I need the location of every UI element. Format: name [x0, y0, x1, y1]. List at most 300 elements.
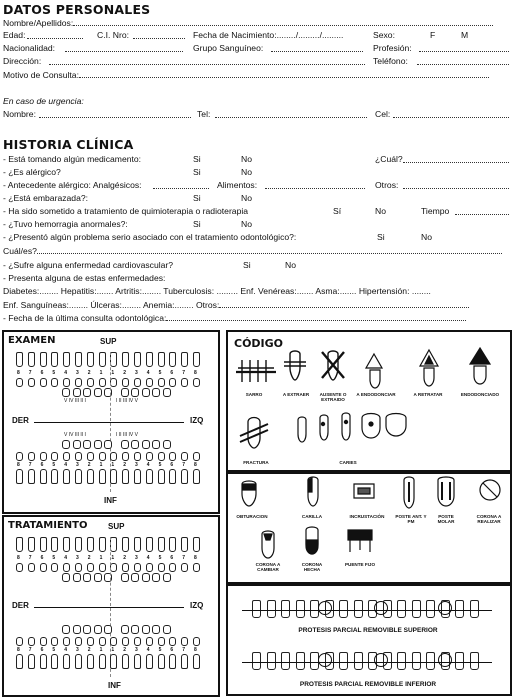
- tooth-upper[interactable]: [99, 352, 106, 367]
- protesis-bar: [242, 662, 492, 663]
- tooth-lower[interactable]: [16, 469, 23, 484]
- protesis-tooth[interactable]: [397, 600, 406, 618]
- examen-primary-lower-r: I II III IV V: [116, 432, 138, 438]
- tooth-occlusal-upper[interactable]: [87, 378, 94, 387]
- tooth-occlusal-upper[interactable]: [134, 563, 141, 572]
- q5-si[interactable]: Sí: [333, 206, 342, 216]
- q8-si[interactable]: Si: [243, 260, 251, 270]
- q7-label: - ¿Presentó algún problema serio asociado con el tratamiento odontológico?:: [3, 232, 297, 242]
- protesis-tooth[interactable]: [267, 600, 276, 618]
- row-enfermedades-1[interactable]: Diabetes:........ Hepatitis:....... Artritis:........ Tuberculosis: ......... Enf. Venéreas:....... Asma:....... Hipertensión: ........: [3, 286, 431, 296]
- tooth-upper[interactable]: [122, 352, 129, 367]
- tooth-upper[interactable]: [28, 537, 35, 552]
- tooth-number: 1: [99, 370, 103, 376]
- protesis-clasp-icon: [374, 601, 388, 615]
- endodonciar-icon: [366, 354, 382, 388]
- otros-enf-field[interactable]: [219, 299, 469, 308]
- tooth-upper[interactable]: [158, 537, 165, 552]
- q3-analgesicos-field[interactable]: [153, 180, 209, 189]
- tooth-occlusal-lower[interactable]: [193, 637, 200, 646]
- protesis-tooth[interactable]: [281, 600, 290, 618]
- tooth-lower[interactable]: [51, 654, 58, 669]
- tooth-upper[interactable]: [75, 537, 82, 552]
- tooth-occlusal-upper[interactable]: [51, 563, 58, 572]
- q3-otros-field[interactable]: [403, 180, 509, 189]
- tooth-occlusal-lower[interactable]: [146, 637, 153, 646]
- primary-tooth-upper[interactable]: [94, 388, 102, 397]
- protesis-clasp-icon: [374, 653, 388, 667]
- tooth-occlusal-lower[interactable]: [75, 637, 82, 646]
- tooth-lower[interactable]: [122, 469, 129, 484]
- protesis-tooth[interactable]: [470, 600, 479, 618]
- q7-cual-label: Cuál/es?: [3, 246, 37, 256]
- telefono-field[interactable]: [417, 56, 509, 65]
- tooth-occlusal-upper[interactable]: [28, 378, 35, 387]
- tooth-upper[interactable]: [146, 537, 153, 552]
- tooth-occlusal-lower[interactable]: [51, 637, 58, 646]
- urgencia-nombre-field[interactable]: [39, 109, 191, 118]
- q1-label: - Está tomando algún medicamento:: [3, 154, 142, 164]
- tooth-occlusal-lower[interactable]: [110, 452, 117, 461]
- q1-no[interactable]: No: [241, 154, 252, 164]
- tooth-occlusal-lower[interactable]: [28, 637, 35, 646]
- tooth-occlusal-upper[interactable]: [122, 378, 129, 387]
- q4-no[interactable]: No: [241, 193, 252, 203]
- protesis-tooth[interactable]: [296, 600, 305, 618]
- tooth-upper[interactable]: [169, 537, 176, 552]
- tooth-upper[interactable]: [134, 537, 141, 552]
- protesis-panel: [226, 584, 512, 696]
- tooth-occlusal-lower[interactable]: [158, 452, 165, 461]
- tooth-upper[interactable]: [181, 537, 188, 552]
- tooth-occlusal-upper[interactable]: [40, 563, 47, 572]
- row-q10: [3, 312, 513, 324]
- protesis-tooth[interactable]: [252, 652, 261, 670]
- tooth-lower[interactable]: [99, 654, 106, 669]
- tooth-upper[interactable]: [110, 352, 117, 367]
- primary-tooth-lower[interactable]: [163, 440, 171, 449]
- primary-tooth-upper[interactable]: [62, 573, 70, 582]
- tooth-upper[interactable]: [87, 537, 94, 552]
- primary-tooth-upper[interactable]: [131, 573, 139, 582]
- protesis-tooth[interactable]: [354, 652, 363, 670]
- protesis-tooth[interactable]: [354, 600, 363, 618]
- protesis-tooth[interactable]: [339, 652, 348, 670]
- primary-tooth-lower[interactable]: [152, 625, 160, 634]
- sexo-label: Sexo:: [373, 30, 395, 40]
- tooth-occlusal-upper[interactable]: [51, 378, 58, 387]
- tooth-upper[interactable]: [99, 537, 106, 552]
- q7-cual-field[interactable]: [37, 245, 502, 254]
- protesis-tooth[interactable]: [470, 652, 479, 670]
- tooth-upper[interactable]: [63, 352, 70, 367]
- tooth-upper[interactable]: [169, 352, 176, 367]
- tooth-lower[interactable]: [122, 654, 129, 669]
- tooth-number: 3: [135, 462, 138, 468]
- extraer-icon: [284, 351, 306, 380]
- tooth-number: 4: [146, 462, 150, 468]
- primary-tooth-lower[interactable]: [121, 625, 129, 634]
- tooth-lower[interactable]: [146, 469, 153, 484]
- tooth-occlusal-lower[interactable]: [99, 452, 106, 461]
- primary-tooth-upper[interactable]: [83, 573, 91, 582]
- q8-no[interactable]: No: [285, 260, 296, 270]
- tooth-occlusal-lower[interactable]: [63, 637, 70, 646]
- primary-tooth-lower[interactable]: [142, 440, 150, 449]
- tooth-lower[interactable]: [169, 654, 176, 669]
- q7-si[interactable]: Si: [377, 232, 385, 242]
- primary-tooth-lower[interactable]: [83, 440, 91, 449]
- tooth-occlusal-upper[interactable]: [169, 378, 176, 387]
- tooth-lower[interactable]: [110, 654, 117, 669]
- codigo-label-sarro: SARRO: [245, 392, 263, 397]
- tooth-lower[interactable]: [87, 654, 94, 669]
- q2-label: - ¿Es alérgico?: [3, 167, 61, 177]
- primary-tooth-upper[interactable]: [131, 388, 139, 397]
- motivo-label: Motivo de Consulta:: [3, 70, 79, 80]
- retratar-icon: [420, 350, 438, 386]
- sexo-m-option[interactable]: M: [461, 30, 469, 40]
- tooth-lower[interactable]: [99, 469, 106, 484]
- tooth-occlusal-upper[interactable]: [75, 378, 82, 387]
- primary-tooth-upper[interactable]: [73, 573, 81, 582]
- codigo2-label-incrustacion: INCRUSTACIÓN: [349, 514, 385, 519]
- tooth-occlusal-upper[interactable]: [87, 563, 94, 572]
- tooth-number: 3: [135, 370, 138, 376]
- tooth-upper[interactable]: [40, 352, 47, 367]
- tooth-number: 5: [158, 647, 162, 653]
- tooth-occlusal-upper[interactable]: [169, 563, 176, 572]
- tooth-upper[interactable]: [158, 352, 165, 367]
- primary-tooth-lower[interactable]: [94, 440, 102, 449]
- tooth-lower[interactable]: [158, 654, 165, 669]
- tooth-lower[interactable]: [40, 654, 47, 669]
- urgencia-cel-field[interactable]: [393, 109, 509, 118]
- tooth-occlusal-upper[interactable]: [146, 378, 153, 387]
- tooth-lower[interactable]: [146, 654, 153, 669]
- tooth-lower[interactable]: [193, 469, 200, 484]
- tooth-number: 6: [40, 370, 44, 376]
- sexo-f-option[interactable]: F: [430, 30, 436, 40]
- primary-tooth-lower[interactable]: [121, 440, 129, 449]
- tooth-occlusal-upper[interactable]: [158, 378, 165, 387]
- urgencia-tel-field[interactable]: [215, 109, 367, 118]
- tooth-upper[interactable]: [75, 352, 82, 367]
- edad-field[interactable]: [27, 30, 83, 39]
- q1-cual-field[interactable]: [403, 154, 509, 163]
- row-nombre: [3, 17, 513, 29]
- tooth-occlusal-upper[interactable]: [181, 378, 188, 387]
- tooth-occlusal-lower[interactable]: [146, 452, 153, 461]
- examen-der-label: DER: [12, 416, 29, 425]
- tooth-occlusal-upper[interactable]: [122, 563, 129, 572]
- tooth-lower[interactable]: [193, 654, 200, 669]
- tooth-lower[interactable]: [28, 654, 35, 669]
- tooth-lower[interactable]: [181, 469, 188, 484]
- q5-label: - Ha sido sometido a tratamiento de quimioterapia o radioterapia: [3, 206, 249, 216]
- tooth-number: 2: [87, 555, 91, 561]
- motivo-field[interactable]: [79, 69, 489, 78]
- primary-tooth-upper[interactable]: [142, 573, 150, 582]
- primary-tooth-lower[interactable]: [152, 440, 160, 449]
- q10-field[interactable]: [166, 312, 466, 321]
- tooth-occlusal-lower[interactable]: [87, 452, 94, 461]
- primary-tooth-upper[interactable]: [121, 388, 129, 397]
- tooth-number: 4: [64, 462, 67, 468]
- primary-tooth-upper[interactable]: [152, 388, 160, 397]
- q2-si[interactable]: Si: [193, 167, 201, 177]
- telefono-label: Teléfono:: [373, 56, 408, 66]
- row-motivo: [3, 69, 513, 81]
- tooth-number: 7: [28, 370, 32, 376]
- q1-si[interactable]: Si: [193, 154, 201, 164]
- protesis-tooth[interactable]: [455, 652, 464, 670]
- protesis-tooth[interactable]: [296, 652, 305, 670]
- protesis-tooth[interactable]: [339, 600, 348, 618]
- tooth-upper[interactable]: [51, 537, 58, 552]
- tooth-number: 7: [28, 555, 32, 561]
- protesis-tooth[interactable]: [281, 652, 290, 670]
- sarro-icon: [236, 360, 276, 382]
- tooth-upper[interactable]: [16, 537, 23, 552]
- tooth-occlusal-lower[interactable]: [87, 637, 94, 646]
- poste-molar-icon: [438, 477, 454, 506]
- tooth-lower[interactable]: [63, 469, 70, 484]
- codigo-label-retratar: A RETRATAR: [413, 392, 443, 397]
- tooth-occlusal-lower[interactable]: [16, 452, 23, 461]
- tooth-occlusal-lower[interactable]: [110, 637, 117, 646]
- tooth-occlusal-upper[interactable]: [110, 378, 117, 387]
- q5-no[interactable]: No: [375, 206, 386, 216]
- tooth-upper[interactable]: [110, 537, 117, 552]
- tooth-occlusal-lower[interactable]: [99, 637, 106, 646]
- primary-tooth-upper[interactable]: [73, 388, 81, 397]
- codigo-title: CÓDIGO: [234, 337, 284, 350]
- q4-si[interactable]: Si: [193, 193, 201, 203]
- tooth-number: 1: [111, 370, 115, 376]
- q6-si[interactable]: Si: [193, 219, 201, 229]
- tooth-lower[interactable]: [75, 469, 82, 484]
- tooth-number: 2: [87, 370, 91, 376]
- primary-tooth-upper[interactable]: [152, 573, 160, 582]
- primary-tooth-upper[interactable]: [142, 388, 150, 397]
- primary-tooth-lower[interactable]: [131, 625, 139, 634]
- primary-tooth-upper[interactable]: [83, 388, 91, 397]
- tooth-lower[interactable]: [169, 469, 176, 484]
- tooth-lower[interactable]: [51, 469, 58, 484]
- tooth-number: 5: [52, 370, 56, 376]
- q5-tiempo-field[interactable]: [455, 206, 509, 215]
- tooth-lower[interactable]: [16, 654, 23, 669]
- tooth-upper[interactable]: [63, 537, 70, 552]
- primary-tooth-upper[interactable]: [62, 388, 70, 397]
- tooth-occlusal-lower[interactable]: [122, 452, 129, 461]
- tooth-lower[interactable]: [75, 654, 82, 669]
- tooth-occlusal-upper[interactable]: [40, 378, 47, 387]
- primary-tooth-lower[interactable]: [62, 625, 70, 634]
- tooth-upper[interactable]: [193, 537, 200, 552]
- tooth-occlusal-lower[interactable]: [40, 452, 47, 461]
- protesis-tooth[interactable]: [426, 600, 435, 618]
- codigo-label-fractura: FRACTURA: [243, 460, 269, 465]
- protesis-tooth[interactable]: [397, 652, 406, 670]
- profesion-field[interactable]: [419, 43, 509, 52]
- protesis-clasp-icon: [318, 601, 332, 615]
- tooth-occlusal-lower[interactable]: [122, 637, 129, 646]
- protesis-tooth[interactable]: [412, 652, 421, 670]
- fecha-nac-label[interactable]: Fecha de Nacimiento:......../........./.........: [193, 30, 344, 40]
- tooth-occlusal-lower[interactable]: [75, 452, 82, 461]
- tooth-number: 7: [182, 555, 185, 561]
- primary-tooth-lower[interactable]: [62, 440, 70, 449]
- tooth-lower[interactable]: [63, 654, 70, 669]
- primary-tooth-lower[interactable]: [94, 625, 102, 634]
- historia-title: HISTORIA CLÍNICA: [3, 137, 134, 152]
- tooth-lower[interactable]: [87, 469, 94, 484]
- tooth-upper[interactable]: [134, 352, 141, 367]
- ci-field[interactable]: [133, 30, 185, 39]
- poste-ant-icon: [404, 477, 414, 508]
- q2-no[interactable]: No: [241, 167, 252, 177]
- urgencia-title: En caso de urgencia:: [3, 96, 84, 106]
- protesis-tooth[interactable]: [455, 600, 464, 618]
- tooth-number: 5: [158, 370, 162, 376]
- codigo-label-endodonciado: ENDODONCIADO: [460, 392, 500, 397]
- tooth-occlusal-lower[interactable]: [134, 452, 141, 461]
- protesis-inferior-label: PROTESIS PARCIAL REMOVIBLE INFERIOR: [299, 681, 437, 688]
- tooth-occlusal-upper[interactable]: [99, 378, 106, 387]
- q3-alimentos-field[interactable]: [265, 180, 365, 189]
- tooth-upper[interactable]: [122, 537, 129, 552]
- tooth-lower[interactable]: [40, 469, 47, 484]
- tratamiento-title: TRATAMIENTO: [8, 520, 88, 531]
- tooth-occlusal-lower[interactable]: [169, 452, 176, 461]
- primary-tooth-upper[interactable]: [163, 388, 171, 397]
- tooth-occlusal-lower[interactable]: [40, 637, 47, 646]
- tooth-occlusal-lower[interactable]: [16, 637, 23, 646]
- tooth-number: 6: [170, 462, 174, 468]
- tooth-occlusal-lower[interactable]: [158, 637, 165, 646]
- obturacion-icon: [242, 481, 256, 506]
- primary-tooth-lower[interactable]: [73, 440, 81, 449]
- tooth-occlusal-upper[interactable]: [63, 563, 70, 572]
- tooth-lower[interactable]: [181, 654, 188, 669]
- primary-tooth-lower[interactable]: [73, 625, 81, 634]
- tooth-occlusal-upper[interactable]: [193, 378, 200, 387]
- protesis-tooth[interactable]: [267, 652, 276, 670]
- tooth-upper[interactable]: [87, 352, 94, 367]
- tooth-occlusal-upper[interactable]: [158, 563, 165, 572]
- tooth-occlusal-lower[interactable]: [181, 637, 188, 646]
- tooth-occlusal-upper[interactable]: [75, 563, 82, 572]
- protesis-bar: [242, 610, 492, 611]
- tooth-number: 1: [99, 462, 103, 468]
- tooth-occlusal-lower[interactable]: [63, 452, 70, 461]
- examen-sup-label: SUP: [100, 337, 117, 346]
- tooth-occlusal-lower[interactable]: [193, 452, 200, 461]
- q3-alimentos-label: Alimentos:: [217, 180, 258, 190]
- tooth-number: 2: [123, 370, 126, 376]
- tooth-occlusal-lower[interactable]: [169, 637, 176, 646]
- tooth-occlusal-upper[interactable]: [28, 563, 35, 572]
- direccion-field[interactable]: [49, 56, 365, 65]
- tooth-occlusal-upper[interactable]: [110, 563, 117, 572]
- ausente-icon: [322, 351, 344, 380]
- tooth-lower[interactable]: [28, 469, 35, 484]
- primary-tooth-lower[interactable]: [104, 625, 112, 634]
- tooth-lower[interactable]: [110, 469, 117, 484]
- nombre-label: Nombre/Apellidos:: [3, 18, 74, 28]
- q6-no[interactable]: No: [241, 219, 252, 229]
- primary-tooth-lower[interactable]: [104, 440, 112, 449]
- puente-fijo-icon: [348, 530, 372, 552]
- tooth-lower[interactable]: [158, 469, 165, 484]
- tooth-occlusal-upper[interactable]: [16, 378, 23, 387]
- primary-tooth-lower[interactable]: [131, 440, 139, 449]
- primary-tooth-lower[interactable]: [83, 625, 91, 634]
- tooth-upper[interactable]: [51, 352, 58, 367]
- protesis-tooth[interactable]: [426, 652, 435, 670]
- tooth-occlusal-upper[interactable]: [99, 563, 106, 572]
- codigo2-label-corona-hecha: CORONA HECHA: [301, 562, 323, 572]
- tooth-occlusal-upper[interactable]: [193, 563, 200, 572]
- tooth-number: 8: [17, 647, 20, 653]
- tooth-number: 5: [158, 462, 162, 468]
- row-enfermedades-2: [3, 299, 513, 311]
- primary-tooth-upper[interactable]: [94, 573, 102, 582]
- tooth-occlusal-upper[interactable]: [146, 563, 153, 572]
- corona-hecha-icon: [306, 527, 318, 554]
- tooth-number: 7: [182, 462, 185, 468]
- protesis-tooth[interactable]: [252, 600, 261, 618]
- tooth-lower[interactable]: [134, 654, 141, 669]
- enf-row2-label[interactable]: Enf. Sanguíneas:........ Úlceras:........ Anemia:........ Otros:: [3, 300, 220, 310]
- tooth-number: 7: [28, 647, 32, 653]
- tooth-occlusal-upper[interactable]: [181, 563, 188, 572]
- tooth-upper[interactable]: [181, 352, 188, 367]
- tooth-lower[interactable]: [134, 469, 141, 484]
- tooth-occlusal-upper[interactable]: [63, 378, 70, 387]
- tooth-upper[interactable]: [40, 537, 47, 552]
- row-q7-cual: [3, 245, 513, 257]
- primary-tooth-lower[interactable]: [163, 625, 171, 634]
- tooth-occlusal-upper[interactable]: [16, 563, 23, 572]
- nombre-field[interactable]: [73, 17, 493, 26]
- tooth-number: 4: [146, 647, 150, 653]
- codigo2-label-corona-realizar: CORONA A REALIZAR: [476, 514, 502, 524]
- urgencia-tel-label: Tel:: [197, 109, 211, 119]
- protesis-superior-label: PROTESIS PARCIAL REMOVIBLE SUPERIOR: [298, 627, 438, 634]
- tooth-occlusal-lower[interactable]: [134, 637, 141, 646]
- tooth-occlusal-lower[interactable]: [28, 452, 35, 461]
- tooth-upper[interactable]: [16, 352, 23, 367]
- midline-divider: [34, 422, 184, 423]
- primary-tooth-lower[interactable]: [142, 625, 150, 634]
- tooth-upper[interactable]: [28, 352, 35, 367]
- tooth-occlusal-lower[interactable]: [181, 452, 188, 461]
- q7-no[interactable]: No: [421, 232, 432, 242]
- codigo-label-caries: CARIES: [339, 460, 357, 465]
- tooth-upper[interactable]: [193, 352, 200, 367]
- protesis-tooth[interactable]: [412, 600, 421, 618]
- tooth-occlusal-lower[interactable]: [51, 452, 58, 461]
- primary-tooth-upper[interactable]: [121, 573, 129, 582]
- nacionalidad-field[interactable]: [65, 43, 183, 52]
- grupo-field[interactable]: [271, 43, 363, 52]
- tooth-occlusal-upper[interactable]: [134, 378, 141, 387]
- primary-tooth-upper[interactable]: [163, 573, 171, 582]
- tooth-upper[interactable]: [146, 352, 153, 367]
